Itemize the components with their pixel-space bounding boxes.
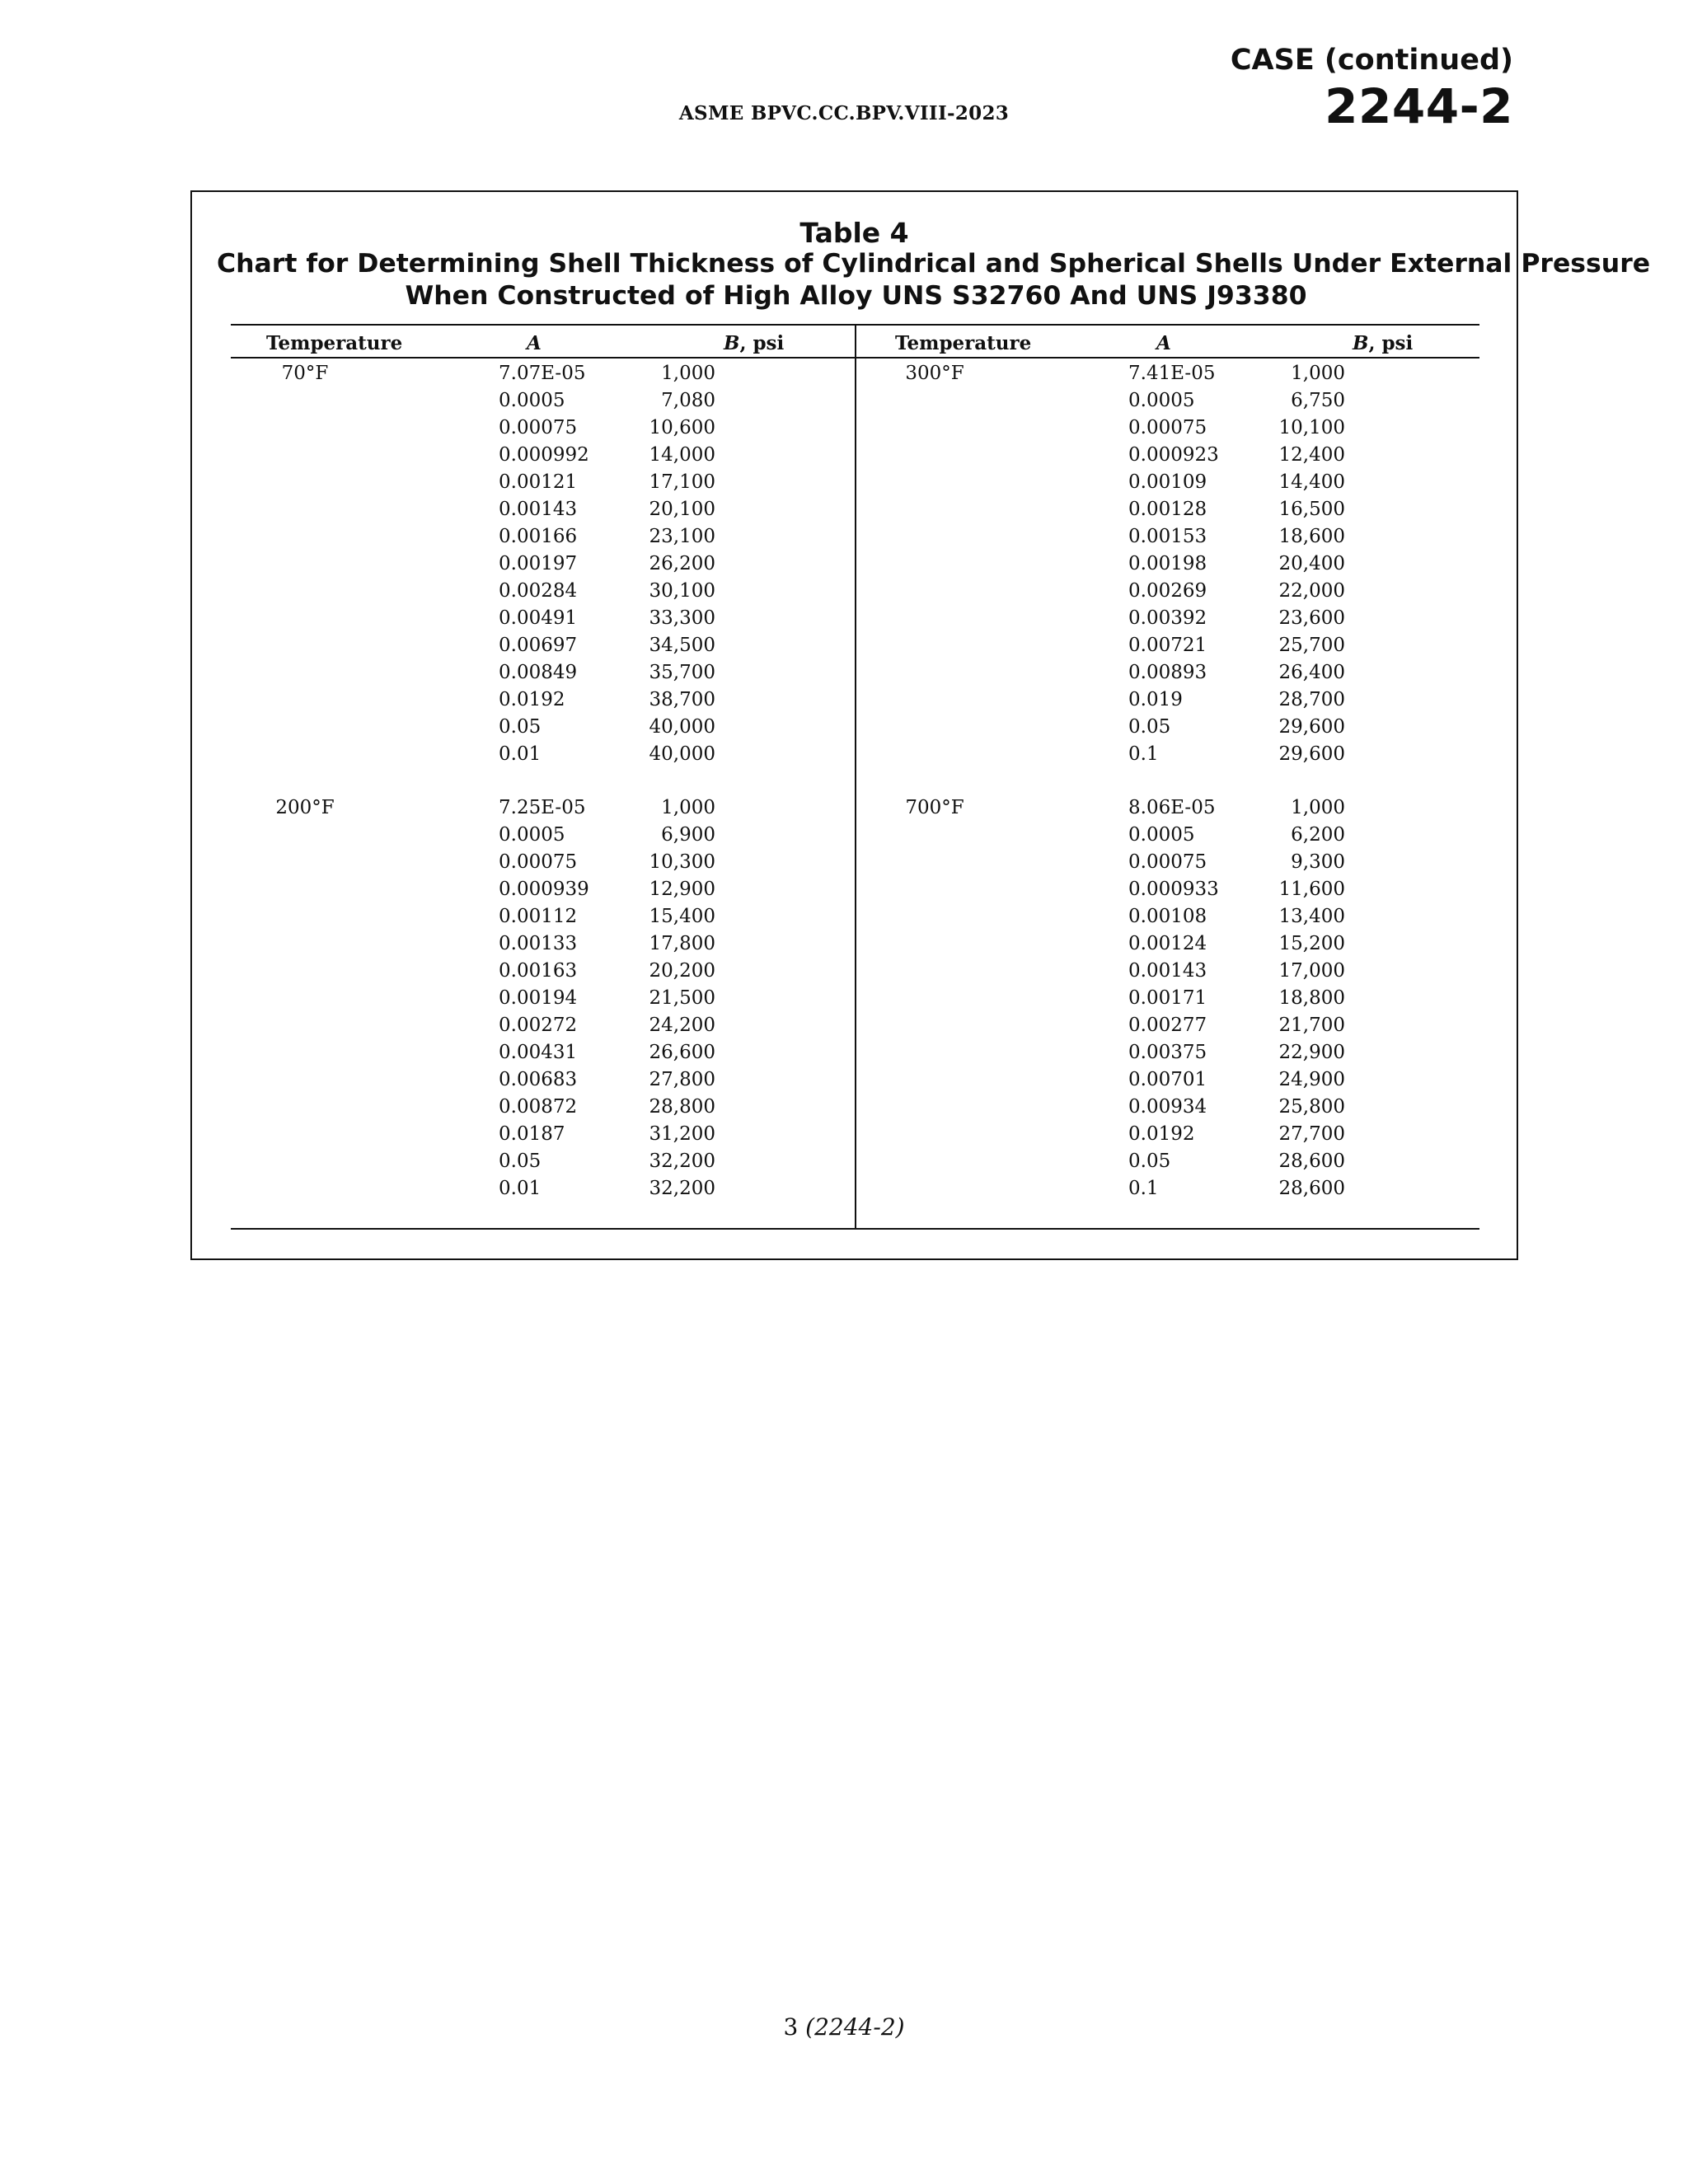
a-value-cell: 0.00872 bbox=[499, 1096, 578, 1118]
b-value-cell: 27,800 bbox=[649, 1069, 715, 1090]
a-value-cell: 0.0005 bbox=[499, 390, 565, 411]
a-value-cell: 0.00109 bbox=[1128, 471, 1207, 493]
a-value-cell: 0.000923 bbox=[1128, 444, 1219, 466]
a-value-cell: 0.00198 bbox=[1128, 553, 1207, 574]
b-value-cell: 1,000 bbox=[1291, 797, 1345, 818]
page-footer bbox=[0, 2013, 1688, 2041]
a-value-cell: 0.00166 bbox=[499, 526, 578, 547]
b-value-cell: 25,700 bbox=[1278, 635, 1345, 656]
a-value-cell: 0.000992 bbox=[499, 444, 589, 466]
a-value-cell: 0.00075 bbox=[499, 417, 578, 438]
a-value-cell: 7.25E-05 bbox=[499, 797, 586, 818]
b-value-cell: 22,900 bbox=[1278, 1042, 1345, 1063]
a-value-cell: 0.05 bbox=[1128, 1151, 1171, 1172]
case-continued-label: CASE (continued) bbox=[1230, 44, 1513, 77]
b-value-cell: 24,900 bbox=[1278, 1069, 1345, 1090]
b-value-cell: 29,600 bbox=[1278, 743, 1345, 765]
b-value-cell: 26,400 bbox=[1278, 662, 1345, 683]
a-value-cell: 0.0005 bbox=[1128, 390, 1195, 411]
a-value-cell: 0.00163 bbox=[499, 960, 578, 982]
b-value-cell: 9,300 bbox=[1291, 851, 1345, 873]
a-value-cell: 0.00893 bbox=[1128, 662, 1207, 683]
a-value-cell: 0.0192 bbox=[499, 689, 565, 710]
col-header-b-symbol: B bbox=[1353, 332, 1369, 354]
b-value-cell: 7,080 bbox=[661, 390, 715, 411]
col-header-a-symbol: A bbox=[1156, 332, 1171, 354]
a-value-cell: 0.00683 bbox=[499, 1069, 578, 1090]
b-value-cell: 1,000 bbox=[1291, 363, 1345, 384]
col-header-b-unit: , psi bbox=[739, 332, 785, 354]
a-value-cell: 0.00272 bbox=[499, 1015, 578, 1036]
a-value-cell: 0.00934 bbox=[1128, 1096, 1207, 1118]
b-value-cell: 10,600 bbox=[649, 417, 715, 438]
b-value-cell: 30,100 bbox=[649, 580, 715, 602]
a-value-cell: 0.0192 bbox=[1128, 1123, 1195, 1145]
page-number: 3 bbox=[783, 2013, 799, 2041]
b-value-cell: 35,700 bbox=[649, 662, 715, 683]
b-value-cell: 6,750 bbox=[1291, 390, 1345, 411]
col-header-a-left bbox=[527, 332, 542, 354]
b-value-cell: 24,200 bbox=[649, 1015, 715, 1036]
a-value-cell: 0.00108 bbox=[1128, 906, 1207, 927]
b-value-cell: 11,600 bbox=[1278, 879, 1345, 900]
a-value-cell: 0.00112 bbox=[499, 906, 578, 927]
b-value-cell: 38,700 bbox=[649, 689, 715, 710]
a-value-cell: 0.00075 bbox=[1128, 851, 1207, 873]
col-header-a-right bbox=[1156, 332, 1171, 354]
a-value-cell: 0.05 bbox=[1128, 716, 1171, 738]
b-value-cell: 14,400 bbox=[1278, 471, 1345, 493]
b-value-cell: 18,800 bbox=[1278, 987, 1345, 1009]
a-value-cell: 0.00153 bbox=[1128, 526, 1207, 547]
table-frame bbox=[190, 190, 1651, 1260]
a-value-cell: 0.00133 bbox=[499, 933, 578, 954]
b-value-cell: 28,800 bbox=[649, 1096, 715, 1118]
b-value-cell: 32,200 bbox=[649, 1178, 715, 1199]
b-value-cell: 26,600 bbox=[649, 1042, 715, 1063]
a-value-cell: 0.00124 bbox=[1128, 933, 1207, 954]
a-value-cell: 0.00143 bbox=[1128, 960, 1207, 982]
b-value-cell: 16,500 bbox=[1278, 499, 1345, 520]
temperature-cell: 700°F bbox=[905, 797, 964, 818]
a-value-cell: 0.00143 bbox=[499, 499, 578, 520]
a-value-cell: 0.00128 bbox=[1128, 499, 1207, 520]
b-value-cell: 1,000 bbox=[661, 363, 715, 384]
b-value-cell: 32,200 bbox=[649, 1151, 715, 1172]
col-header-temperature-left: Temperature bbox=[266, 332, 403, 354]
b-value-cell: 28,700 bbox=[1278, 689, 1345, 710]
b-value-cell: 20,400 bbox=[1278, 553, 1345, 574]
col-header-b-left bbox=[724, 332, 784, 354]
col-header-a-symbol: A bbox=[527, 332, 542, 354]
a-value-cell: 0.05 bbox=[499, 716, 542, 738]
a-value-cell: 0.0005 bbox=[499, 824, 565, 846]
a-value-cell: 7.07E-05 bbox=[499, 363, 586, 384]
a-value-cell: 0.00697 bbox=[499, 635, 578, 656]
b-value-cell: 22,000 bbox=[1278, 580, 1345, 602]
b-value-cell: 20,100 bbox=[649, 499, 715, 520]
temperature-cell: 300°F bbox=[905, 363, 964, 384]
b-value-cell: 1,000 bbox=[661, 797, 715, 818]
b-value-cell: 28,600 bbox=[1278, 1151, 1345, 1172]
b-value-cell: 12,900 bbox=[649, 879, 715, 900]
a-value-cell: 0.00431 bbox=[499, 1042, 578, 1063]
a-value-cell: 0.05 bbox=[499, 1151, 542, 1172]
b-value-cell: 25,800 bbox=[1278, 1096, 1345, 1118]
case-reference: (2244-2) bbox=[805, 2013, 905, 2041]
a-value-cell: 0.00849 bbox=[499, 662, 578, 683]
b-value-cell: 6,900 bbox=[661, 824, 715, 846]
b-value-cell: 17,800 bbox=[649, 933, 715, 954]
a-value-cell: 0.00075 bbox=[1128, 417, 1207, 438]
b-value-cell: 10,100 bbox=[1278, 417, 1345, 438]
b-value-cell: 33,300 bbox=[649, 607, 715, 629]
b-value-cell: 12,400 bbox=[1278, 444, 1345, 466]
b-value-cell: 21,700 bbox=[1278, 1015, 1345, 1036]
a-value-cell: 0.00491 bbox=[499, 607, 578, 629]
a-value-cell: 7.41E-05 bbox=[1128, 363, 1216, 384]
b-value-cell: 14,000 bbox=[649, 444, 715, 466]
table-title bbox=[217, 248, 1651, 312]
a-value-cell: 0.00121 bbox=[499, 471, 578, 493]
a-value-cell: 0.01 bbox=[499, 743, 542, 765]
col-header-b-unit: , psi bbox=[1368, 332, 1414, 354]
b-value-cell: 28,600 bbox=[1278, 1178, 1345, 1199]
b-value-cell: 34,500 bbox=[649, 635, 715, 656]
b-value-cell: 26,200 bbox=[649, 553, 715, 574]
a-value-cell: 0.00197 bbox=[499, 553, 578, 574]
col-header-temperature-right: Temperature bbox=[895, 332, 1032, 354]
b-value-cell: 40,000 bbox=[649, 743, 715, 765]
b-value-cell: 40,000 bbox=[649, 716, 715, 738]
a-value-cell: 0.019 bbox=[1128, 689, 1183, 710]
a-value-cell: 0.00075 bbox=[499, 851, 578, 873]
a-value-cell: 0.00269 bbox=[1128, 580, 1207, 602]
a-value-cell: 0.00392 bbox=[1128, 607, 1207, 629]
a-value-cell: 0.00171 bbox=[1128, 987, 1207, 1009]
b-value-cell: 10,300 bbox=[649, 851, 715, 873]
b-value-cell: 18,600 bbox=[1278, 526, 1345, 547]
a-value-cell: 0.01 bbox=[499, 1178, 542, 1199]
a-value-cell: 0.00194 bbox=[499, 987, 578, 1009]
a-value-cell: 0.000939 bbox=[499, 879, 589, 900]
b-value-cell: 15,400 bbox=[649, 906, 715, 927]
a-value-cell: 0.1 bbox=[1128, 743, 1159, 765]
table-title-line-2: When Constructed of High Alloy UNS S32760 And UNS J93380 bbox=[405, 281, 1307, 311]
b-value-cell: 21,500 bbox=[649, 987, 715, 1009]
b-value-cell: 20,200 bbox=[649, 960, 715, 982]
b-value-cell: 17,100 bbox=[649, 471, 715, 493]
running-header: ASME BPVC.CC.BPV.VIII-2023 bbox=[678, 102, 1010, 124]
temperature-cell: 70°F bbox=[281, 363, 329, 384]
b-value-cell: 23,600 bbox=[1278, 607, 1345, 629]
a-value-cell: 0.0005 bbox=[1128, 824, 1195, 846]
b-value-cell: 6,200 bbox=[1291, 824, 1345, 846]
col-header-b-symbol: B bbox=[724, 332, 740, 354]
a-value-cell: 0.00284 bbox=[499, 580, 578, 602]
b-value-cell: 15,200 bbox=[1278, 933, 1345, 954]
b-value-cell: 29,600 bbox=[1278, 716, 1345, 738]
b-value-cell: 31,200 bbox=[649, 1123, 715, 1145]
column-divider bbox=[855, 324, 856, 1228]
table-label: Table 4 bbox=[799, 217, 909, 249]
a-value-cell: 8.06E-05 bbox=[1128, 797, 1216, 818]
a-value-cell: 0.0187 bbox=[499, 1123, 565, 1145]
a-value-cell: 0.1 bbox=[1128, 1178, 1159, 1199]
table-title-line-1: Chart for Determining Shell Thickness of Cylindrical and Spherical Shells Under External Pressure bbox=[217, 249, 1651, 279]
b-value-cell: 27,700 bbox=[1278, 1123, 1345, 1145]
a-value-cell: 0.00701 bbox=[1128, 1069, 1207, 1090]
col-header-b-right bbox=[1353, 332, 1413, 354]
b-value-cell: 23,100 bbox=[649, 526, 715, 547]
temperature-cell: 200°F bbox=[275, 797, 335, 818]
a-value-cell: 0.00375 bbox=[1128, 1042, 1207, 1063]
case-number: 2244-2 bbox=[1325, 78, 1513, 134]
table-bottom-rule bbox=[231, 1228, 1479, 1230]
a-value-cell: 0.00277 bbox=[1128, 1015, 1207, 1036]
b-value-cell: 17,000 bbox=[1278, 960, 1345, 982]
a-value-cell: 0.000933 bbox=[1128, 879, 1219, 900]
b-value-cell: 13,400 bbox=[1278, 906, 1345, 927]
a-value-cell: 0.00721 bbox=[1128, 635, 1207, 656]
